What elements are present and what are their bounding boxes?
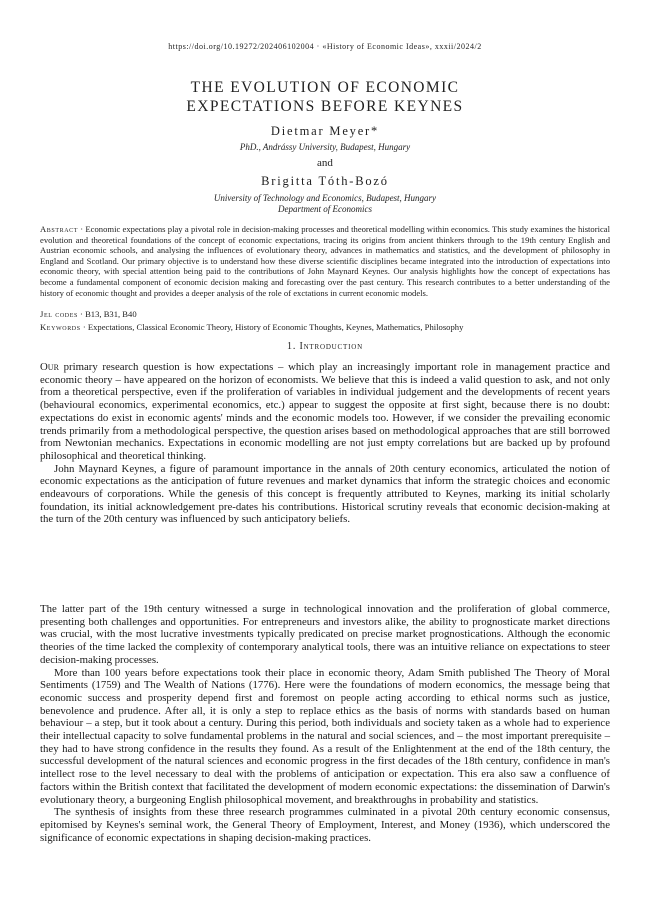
keywords-text: · Expectations, Classical Economic Theory, History of Economic Thoughts, Keynes, Mathematics, Philosophy (80, 322, 464, 332)
paragraph-1 (40, 361, 610, 463)
paragraph-3: The latter part of the 19th century witnessed a surge in technological innovation and the proliferation of global commerce, presenting both challenges and opportunities. For entrepreneurs and investors alike, the ability to prognosticate market directions was crucial, with the most lucrative investments typically predicated on precise market prognostications. Although the economic theories of the time lacked the complexity of contemporary analytical tools, there was an intuitive reliance on expectations to steer decision-making processes. (40, 603, 610, 666)
author-1-affiliation: PhD., Andrássy University, Budapest, Hungary (239, 142, 411, 152)
author-1-name: Dietmar Meyer* (270, 124, 380, 138)
abstract-label: Abstract (40, 224, 79, 234)
jel-codes (40, 309, 610, 319)
body-block-1 (40, 361, 610, 526)
paragraph-1-text: primary research question is how expectations – which play an increasingly important role in management practice and economic theory – have appeared on the horizon of economists. We believe that this is indeed a valid question to ask, and not only from a theoretical perspective, even if the proliferation of variables in individual judgement and the developments of recent years (behavioural economics, experimental economics, etc.) appear to suggest the opposite at first sight, because there is no doubt: expectations do exist in economic agents' minds and the economic models too. However, if we consider the prevailing economic trends primarily from a methodological perspective, the question arises based on methodological approaches that are still borrowed from Newtonian mechanics. Expectations in economic modelling are not just empty correlations but are backed up by profound philosophical and theoretical thinking. (40, 361, 610, 462)
paragraph-2: John Maynard Keynes, a figure of paramount importance in the annals of 20th century economics, articulated the notion of economic expectations as the anticipation of future revenues and market dynamics that inform the strategic choices and economic endeavours of corporations. While the genesis of this concept is frequently attributed to Keynes, marking its initial scholarly foundation, its initial acknowledgement pre-dates his contributions. Historical scrutiny reveals that economic decision-making at the turn of the 20th century was influenced by such anticipatory beliefs. (40, 462, 610, 526)
paragraph-1-lead: Our (40, 361, 59, 373)
section-heading-introduction: 1. Introduction (287, 341, 363, 352)
author-2-affiliation-line-2: Department of Economics (278, 204, 372, 214)
abstract (40, 224, 610, 298)
running-header: https://doi.org/10.19272/202406102004 · «History of Economic Ideas», xxxii/2024/2 (168, 42, 482, 51)
keywords-label: Keywords (40, 322, 81, 332)
body-block-2 (40, 603, 610, 844)
title-line-2: EXPECTATIONS BEFORE KEYNES (186, 98, 464, 115)
jel-label: Jel codes (40, 309, 78, 319)
author-2-name: Brigitta Tóth-Bozó (261, 174, 389, 188)
abstract-text: · Economic expectations play a pivotal role in decision-making processes and theoretical modelling within economics. This study examines the historical evolution and theoretical foundations of the concept of economic expectations, tracing its origins from ancient thinkers through to the 19th century English and Austrian economic schools, and analysing the influences of evolutionary theory, advances in mathematics and statistics, and the development of philosophy in England and Scotland. Our primary objective is to understand how these diverse scientific disciplines became integrated into the introduction of expectations into economic theory, with special attention being paid to the contributions of John Maynard Keynes. Our analysis highlights how the concept of expectations has become a fundamental component of economic decision making and forecasting over the past century. This research contributes to a better understanding of the history of economic thought and provides a deeper analysis of the role of exctations in current economic models. (40, 224, 610, 298)
paper-title (0, 78, 650, 116)
paragraph-4: More than 100 years before expectations took their place in economic theory, Adam Smith published The Theory of Moral Sentiments (1759) and The Wealth of Nations (1776). Here were the foundations of modern economics, the message being that economic success and prosperity depend first and foremost on people acting according to ethical norms such as justice, benevolence and prudence. After all, it is only a step to replace ethics as the basis of norms with standards based on human behaviour – a step, but it took about a century. During this period, both individuals and society taken as a whole had to experience their intellectual capacity to solve fundamental problems in the natural and social sciences, and – the most important prerequisite – they had to have strong confidence in the results they found. As a result of the Enlightenment at the end of the 18th century, the successful development of the natural sciences and economic progress in the first decades of the 18th century, confidence in man's intellect rose to the level necessary to deal with the problems of anticipation or expectation. This era also saw a confluence of factors within the British context that facilitated the development of modern economic expectations: the dissemination of Darwin's evolutionary theory, a burgeoning English philosophical movement, and breakthroughs in probability and statistics. (40, 666, 610, 806)
author-2-affiliation-line-1: University of Technology and Economics, Budapest, Hungary (213, 193, 437, 203)
paragraph-5: The synthesis of insights from these three research programmes culminated in a pivotal 20th century economic consensus, epitomised by Keynes's seminal work, the General Theory of Employment, Interest, and Money (1936), which underscored the significance of economic expectations in shaping decision-making practices. (40, 806, 610, 844)
jel-text: · B13, B31, B40 (77, 309, 137, 319)
keywords (40, 322, 610, 332)
author-2-affiliation (0, 193, 650, 215)
title-line-1: THE EVOLUTION OF ECONOMIC (190, 79, 460, 96)
author-conjunction: and (317, 157, 333, 169)
